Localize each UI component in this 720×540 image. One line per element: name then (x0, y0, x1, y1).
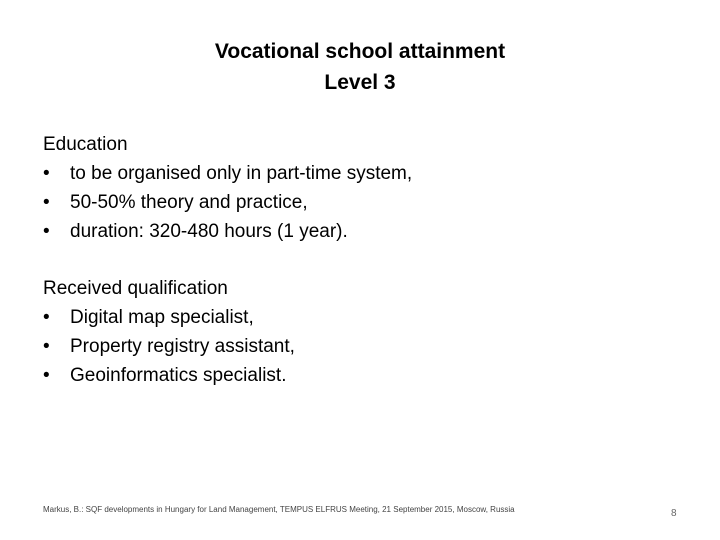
bullet-icon: • (43, 192, 50, 213)
education-section (43, 130, 412, 246)
slide-title (0, 36, 720, 98)
qualification-item (43, 332, 295, 361)
page-number: 8 (671, 508, 677, 519)
bullet-icon: • (43, 163, 50, 184)
qualification-item-text: Geoinformatics specialist. (70, 365, 287, 386)
qualification-item (43, 303, 295, 332)
qualification-item-text: Digital map specialist, (70, 307, 254, 328)
bullet-icon: • (43, 365, 50, 386)
slide-title-line-1: Vocational school attainment (214, 40, 506, 63)
education-item-text: duration: 320-480 hours (1 year). (70, 221, 348, 242)
bullet-icon: • (43, 307, 50, 328)
education-list (43, 159, 412, 246)
slide-title-line-2: Level 3 (324, 71, 396, 94)
qualification-item (43, 361, 295, 390)
qualification-heading: Received qualification (43, 278, 228, 299)
education-heading: Education (43, 134, 128, 155)
qualification-list (43, 303, 295, 390)
bullet-icon: • (43, 336, 50, 357)
education-item-text: to be organised only in part-time system, (70, 163, 413, 184)
education-item (43, 188, 412, 217)
education-item (43, 217, 412, 246)
education-item-text: 50-50% theory and practice, (70, 192, 308, 213)
footer-citation: Markus, B.: SQF developments in Hungary for Land Management, TEMPUS ELFRUS Meeting, 21 September 2015, Moscow, Russia (43, 505, 515, 514)
education-item (43, 159, 412, 188)
qualification-section (43, 274, 295, 390)
bullet-icon: • (43, 221, 50, 242)
qualification-item-text: Property registry assistant, (70, 336, 295, 357)
